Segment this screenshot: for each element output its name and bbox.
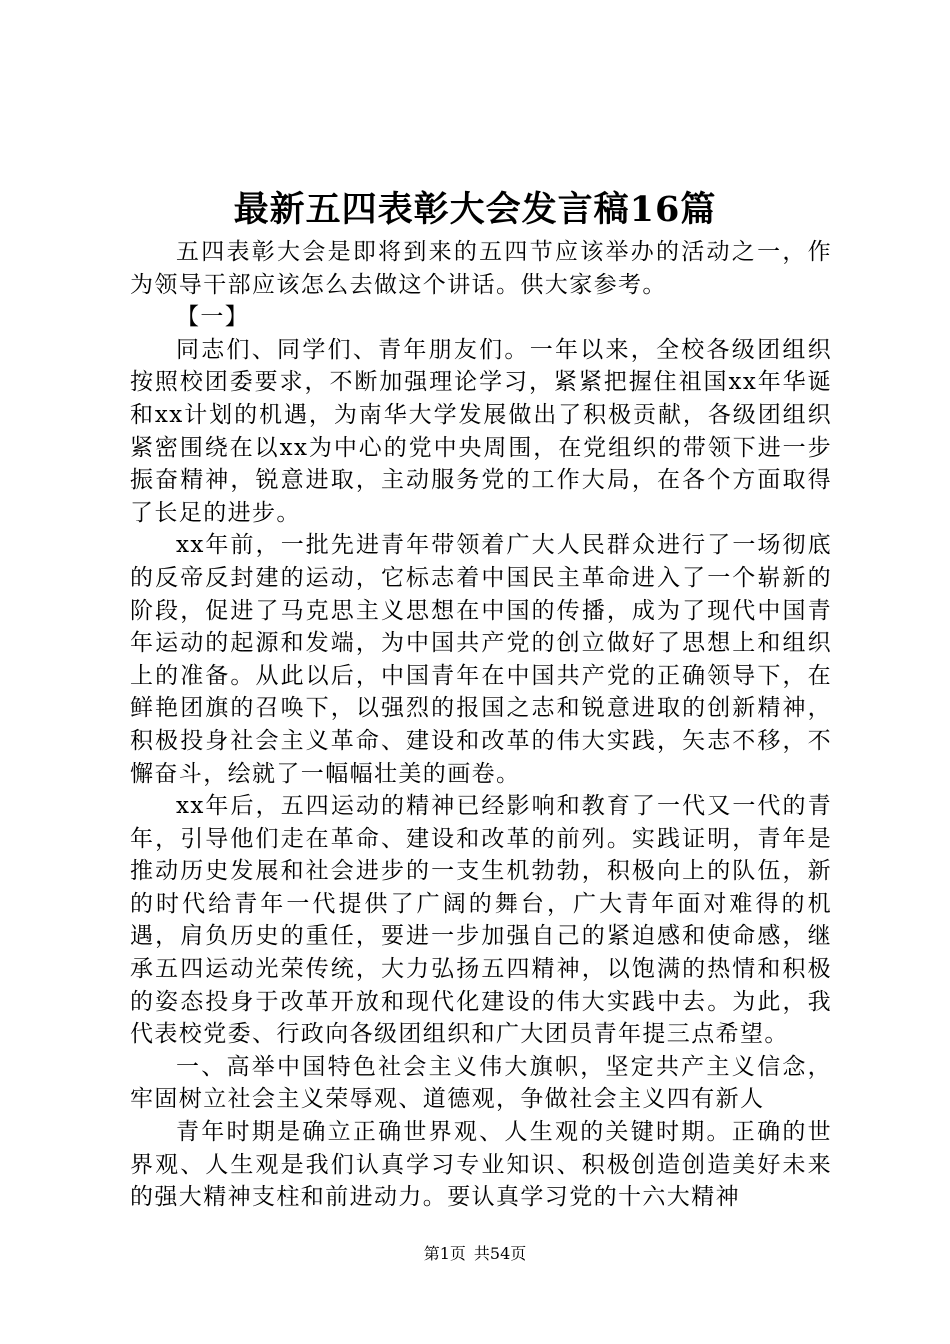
document-body (130, 236, 832, 1214)
paragraph: 五四表彰大会是即将到来的五四节应该举办的活动之一，作为领导干部应该怎么去做这个讲话。供大家参考。 (130, 239, 832, 298)
paragraph: xx年后，五四运动的精神已经影响和教育了一代又一代的青年，引导他们走在革命、建设和改革的前列。实践证明，青年是推动历史发展和社会进步的一支生机勃勃，积极向上的队伍，新的时代给青年一代提供了广阔的舞台，广大青年面对难得的机遇，肩负历史的重任，要进一步加强自己的紧迫感和使命感，继承五四运动光荣传统，大力弘扬五四精神，以饱满的热情和积极的姿态投身于改革开放和现代化建设的伟大实践中去。为此，我代表校党委、行政向各级团组织和广大团员青年提三点希望。 (130, 793, 832, 1048)
paragraph: 一、高举中国特色社会主义伟大旗帜，坚定共产主义信念，牢固树立社会主义荣辱观、道德观，争做社会主义四有新人 (130, 1053, 832, 1113)
page-total: 共54页 (473, 1244, 527, 1263)
paragraph: 同志们、同学们、青年朋友们。一年以来，全校各级团组织按照校团委要求，不断加强理论学习，紧紧把握住祖国xx年华诞和xx计划的机遇，为南华大学发展做出了积极贡献，各级团组织紧密围绕在以xx为中心的党中央周围，在党组织的带领下进一步振奋精神，锐意进取，主动服务党的工作大局，在各个方面取得了长足的进步。 (130, 336, 832, 526)
document-title: 最新五四表彰大会发言稿16篇 (233, 189, 717, 230)
paragraph: 青年时期是确立正确世界观、人生观的关键时期。正确的世界观、人生观是我们认真学习专业知识、积极创造创造美好未来的强大精神支柱和前进动力。要认真学习党的十六大精神 (130, 1119, 832, 1211)
section-heading: 【一】 (176, 304, 250, 331)
page-footer (0, 1243, 950, 1265)
paragraph: xx年前，一批先进青年带领着广大人民群众进行了一场彻底的反帝反封建的运动，它标志着中国民主革命进入了一个崭新的阶段，促进了马克思主义思想在中国的传播，成为了现代中国青年运动的起源和发端，为中国共产党的创立做好了思想上和组织上的准备。从此以后，中国青年在中国共产党的正确领导下，在鲜艳团旗的召唤下，以强烈的报国之志和锐意进取的创新精神，积极投身社会主义革命、建设和改革的伟大实践，矢志不移，不懈奋斗，绘就了一幅幅壮美的画卷。 (130, 532, 832, 787)
page-number: 第1页 (423, 1244, 466, 1263)
